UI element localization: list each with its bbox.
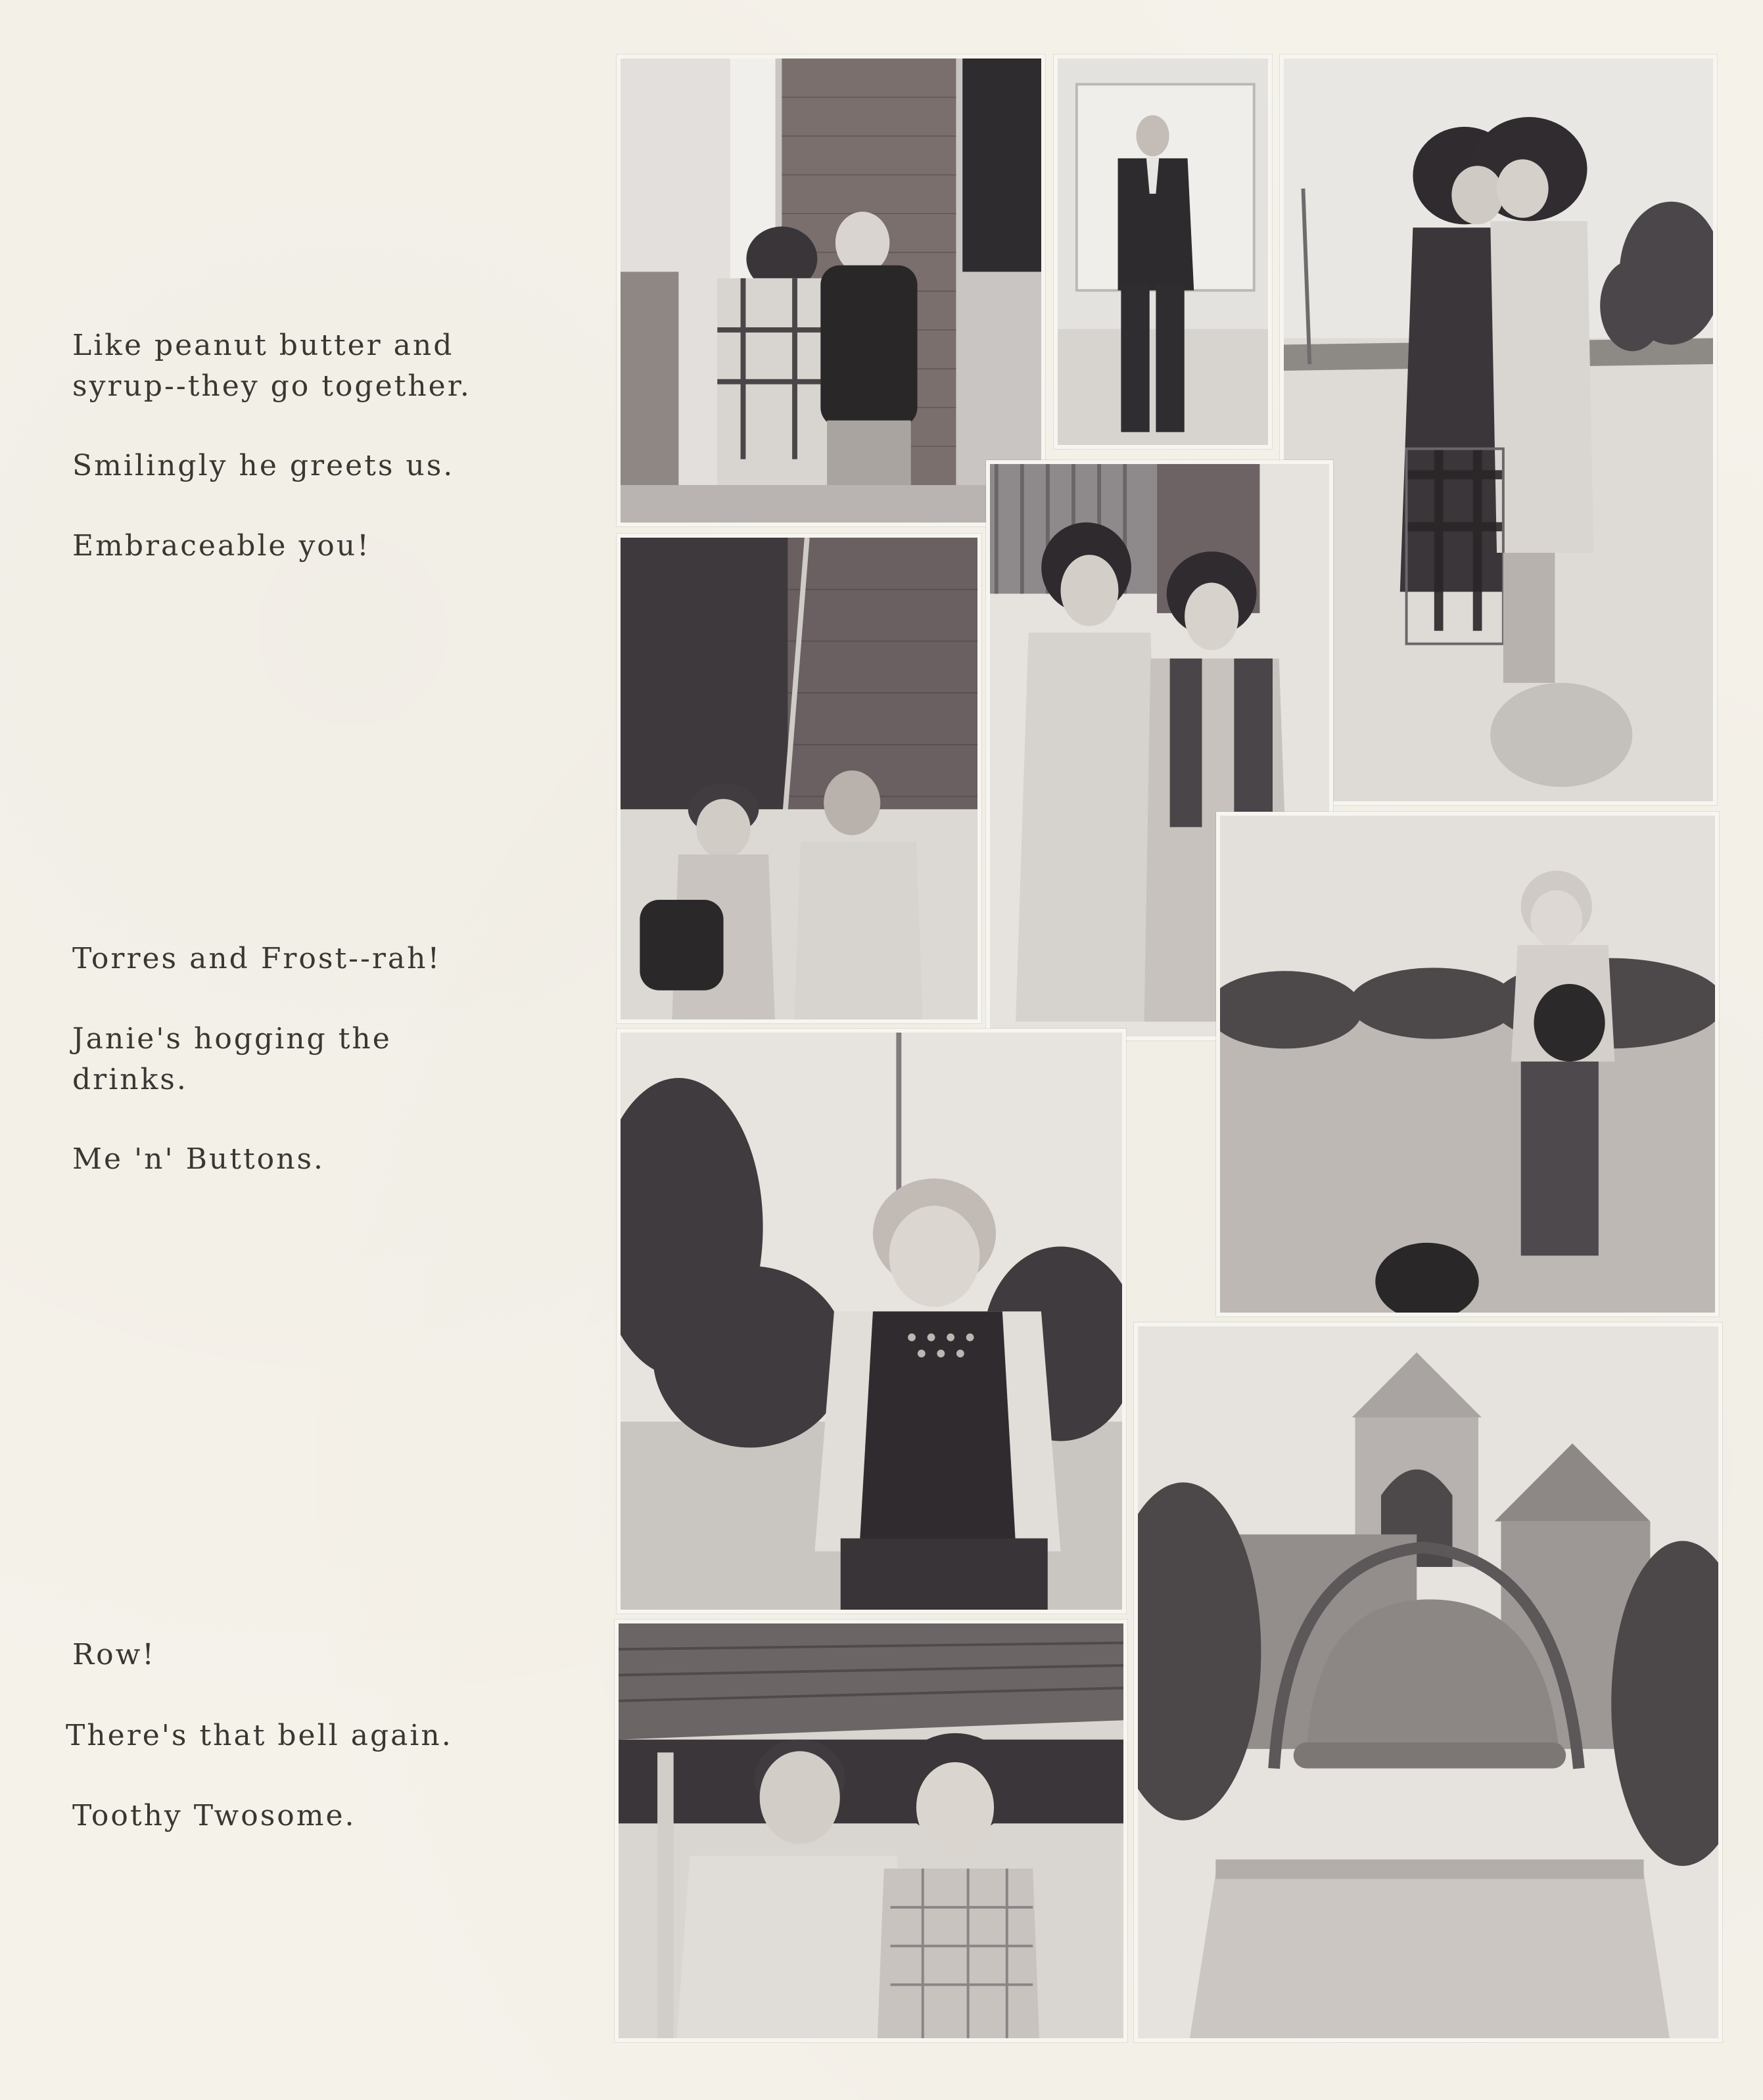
caption-torres-frost: Torres and Frost--rah! [72,942,442,975]
photo-woman-in-sweater [617,1029,1126,1614]
caption-bell: There's that bell again. [66,1719,453,1752]
caption-buttons: Me 'n' Buttons. [72,1142,325,1176]
photo-girl-with-dog [1216,812,1719,1317]
caption-row: Row! [72,1638,156,1671]
caption-janie-drinks: Janie's hogging the drinks. [72,1022,392,1096]
photo-man-in-suit [1054,55,1272,449]
photo-couple-sitting-porch [617,534,981,1023]
photo-women-embracing [1280,55,1717,805]
caption-smilingly: Smilingly he greets us. [72,449,455,482]
photo-toothy-twosome [615,1620,1127,2042]
caption-peanut-butter: Like peanut butter and syrup--they go together. [72,329,471,403]
photo-bell-tower [1134,1322,1722,2042]
caption-toothy: Toothy Twosome. [72,1799,356,1832]
caption-embraceable: Embraceable you! [72,529,371,563]
photo-couple-brick-pillar [617,55,1045,526]
